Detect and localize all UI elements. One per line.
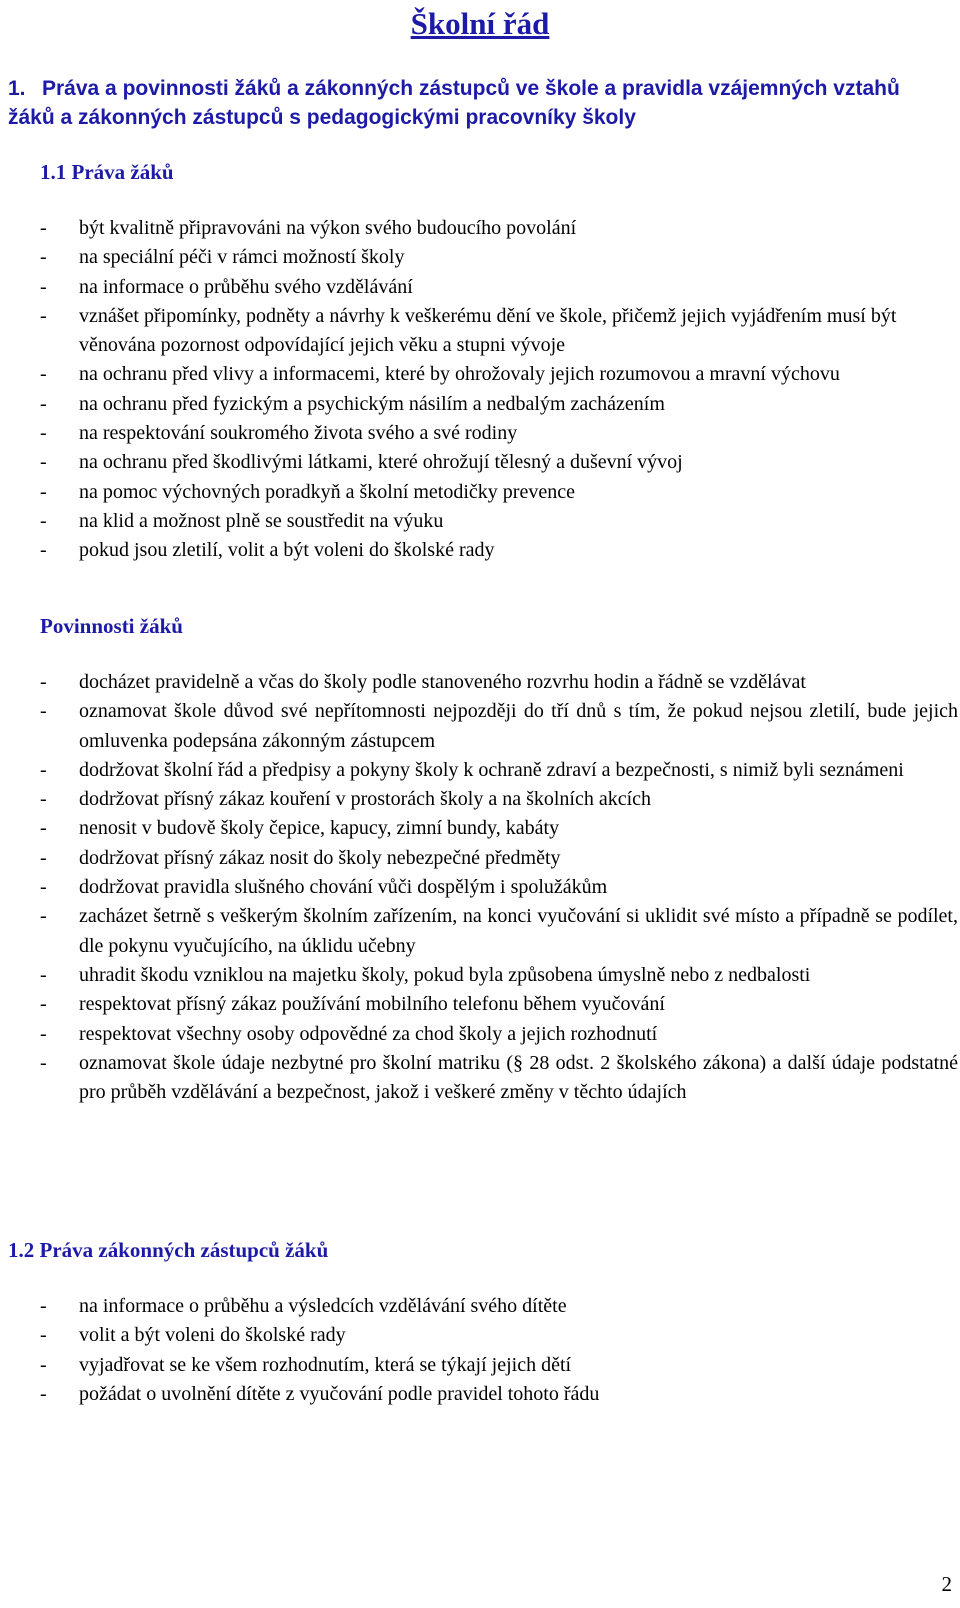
list-item-text: uhradit škodu vzniklou na majetku školy, pokud byla způsobena úmyslně nebo z nedbalosti — [79, 963, 811, 986]
list-item-dash: - — [40, 846, 47, 869]
page-title: Školní řád — [410, 6, 550, 41]
list-item-dash: - — [40, 1022, 47, 1045]
list-item-dash: - — [40, 422, 47, 445]
rights-of-guardians-list — [40, 1292, 958, 1409]
list-item-text: na informace o průběhu a výsledcích vzdělávání svého dítěte — [79, 1295, 567, 1317]
list-item-text: nenosit v budově školy čepice, kapucy, zimní bundy, kabáty — [79, 817, 560, 840]
list-item — [40, 873, 958, 902]
section-1-number: 1. — [8, 77, 26, 100]
list-item-text: zacházet šetrně s veškerým školním zařízením, na konci vyučování si uklidit své místo a případně se podílet, dle pokynu vyučujícího, na úklidu učebny — [79, 905, 958, 957]
list-item — [40, 507, 958, 536]
list-item-text: pokud jsou zletilí, volit a být voleni do školské rady — [79, 539, 495, 562]
list-item-dash: - — [40, 1324, 47, 1347]
list-item — [40, 814, 958, 843]
list-item-text: docházet pravidelně a včas do školy podle stanoveného rozvrhu hodin a řádně se vzdělávat — [79, 671, 806, 693]
duties-list — [40, 668, 958, 1107]
list-item-dash: - — [40, 451, 47, 474]
list-item — [40, 990, 958, 1019]
list-item-text: dodržovat školní řád a předpisy a pokyny školy k ochraně zdraví a bezpečnosti, s nimiž byli seznámeni — [79, 758, 904, 781]
list-item-text: volit a být voleni do školské rady — [79, 1324, 346, 1347]
list-item-dash: - — [40, 788, 47, 811]
list-item-dash: - — [40, 392, 47, 415]
list-item-dash: - — [40, 817, 47, 840]
duties-heading: Povinnosti žáků — [40, 614, 183, 638]
section-1-heading-text: Práva a povinnosti žáků a zákonných zástupců ve škole a pravidla vzájemných vztahů žáků a zákonných zástupců s pedagogickými pracovníky školy — [8, 77, 900, 129]
list-item-dash: - — [40, 1051, 47, 1074]
list-item — [40, 536, 958, 565]
list-item — [40, 1380, 958, 1409]
list-item-dash: - — [40, 905, 47, 928]
list-item — [40, 214, 958, 243]
list-item-dash: - — [40, 1382, 47, 1405]
list-item-text: na ochranu před škodlivými látkami, které ohrožují tělesný a duševní vývoj — [79, 451, 683, 474]
list-item-text: respektovat přísný zákaz používání mobilního telefonu během vyučování — [79, 993, 665, 1016]
list-item — [40, 668, 958, 697]
list-item-dash: - — [40, 1295, 47, 1317]
list-item-text: na ochranu před vlivy a informacemi, které by ohrožovaly jejich rozumovou a mravní výchovu — [79, 363, 840, 386]
list-item-text: požádat o uvolnění dítěte z vyučování podle pravidel tohoto řádu — [79, 1382, 600, 1405]
list-item — [40, 448, 958, 477]
list-item — [40, 1351, 958, 1380]
list-item-text: na respektování soukromého života svého a své rodiny — [79, 422, 518, 445]
list-item-dash: - — [40, 671, 47, 693]
list-item — [40, 478, 958, 507]
page-number: 2 — [941, 1572, 952, 1596]
list-item-text: dodržovat přísný zákaz nosit do školy nebezpečné předměty — [79, 846, 561, 869]
list-item — [40, 1049, 958, 1108]
list-item-dash: - — [40, 539, 47, 562]
list-item-dash: - — [40, 246, 47, 269]
list-item-text: vyjadřovat se ke všem rozhodnutím, která se týkají jejich dětí — [79, 1353, 572, 1376]
list-item — [40, 273, 958, 302]
list-item-text: dodržovat přísný zákaz kouření v prostorách školy a na školních akcích — [79, 788, 652, 811]
section-1-heading — [8, 74, 948, 132]
list-item — [40, 243, 958, 272]
list-item-dash: - — [40, 963, 47, 986]
list-item-dash: - — [40, 993, 47, 1016]
list-item-text: na klid a možnost plně se soustředit na výuku — [79, 509, 444, 532]
list-item-dash: - — [40, 275, 47, 298]
list-item-dash: - — [40, 304, 47, 327]
list-item — [40, 1020, 958, 1049]
list-item-text: oznamovat škole důvod své nepřítomnosti nejpozději do tří dnů s tím, že pokud nejsou zletilí, bude jejich omluvenka podepsána zákonným zástupcem — [79, 700, 958, 752]
list-item-text: dodržovat pravidla slušného chování vůči dospělým i spolužákům — [79, 876, 608, 899]
list-item-text: respektovat všechny osoby odpovědné za chod školy a jejich rozhodnutí — [79, 1022, 658, 1045]
list-item — [40, 360, 958, 389]
list-item — [40, 785, 958, 814]
list-item-dash: - — [40, 480, 47, 503]
rights-of-students-list — [40, 214, 958, 566]
list-item-text: na pomoc výchovných poradkyň a školní metodičky prevence — [79, 480, 575, 503]
list-item — [40, 302, 958, 361]
list-item-text: na speciální péči v rámci možností školy — [79, 246, 405, 269]
list-item-dash: - — [40, 758, 47, 781]
list-item — [40, 1321, 958, 1350]
section-1-1-heading: 1.1 Práva žáků — [40, 160, 174, 184]
list-item-dash: - — [40, 1353, 47, 1376]
list-item — [40, 756, 958, 785]
list-item — [40, 697, 958, 756]
list-item — [40, 390, 958, 419]
list-item-text: vznášet připomínky, podněty a návrhy k veškerému dění ve škole, přičemž jejich vyjádřením musí být věnována pozornost odpovídající jejich věku a stupni vývoje — [79, 304, 897, 357]
list-item-text: na informace o průběhu svého vzdělávání — [79, 275, 413, 298]
list-item — [40, 844, 958, 873]
list-item-dash: - — [40, 363, 47, 386]
list-item-dash: - — [40, 509, 47, 532]
list-item — [40, 902, 958, 961]
list-item-text: oznamovat škole údaje nezbytné pro školní matriku (§ 28 odst. 2 školského zákona) a další údaje podstatné pro průběh vzdělávání a bezpečnost, jakož i veškeré změny v těchto údajích — [79, 1051, 958, 1104]
section-1-2-heading: 1.2 Práva zákonných zástupců žáků — [8, 1238, 329, 1262]
list-item-dash: - — [40, 700, 47, 723]
list-item — [40, 961, 958, 990]
list-item — [40, 419, 958, 448]
list-item-text: na ochranu před fyzickým a psychickým násilím a nedbalým zacházením — [79, 392, 665, 415]
list-item — [40, 1292, 958, 1321]
list-item-dash: - — [40, 876, 47, 899]
list-item-text: být kvalitně připravováni na výkon svého budoucího povolání — [79, 217, 577, 239]
list-item-dash: - — [40, 217, 47, 239]
